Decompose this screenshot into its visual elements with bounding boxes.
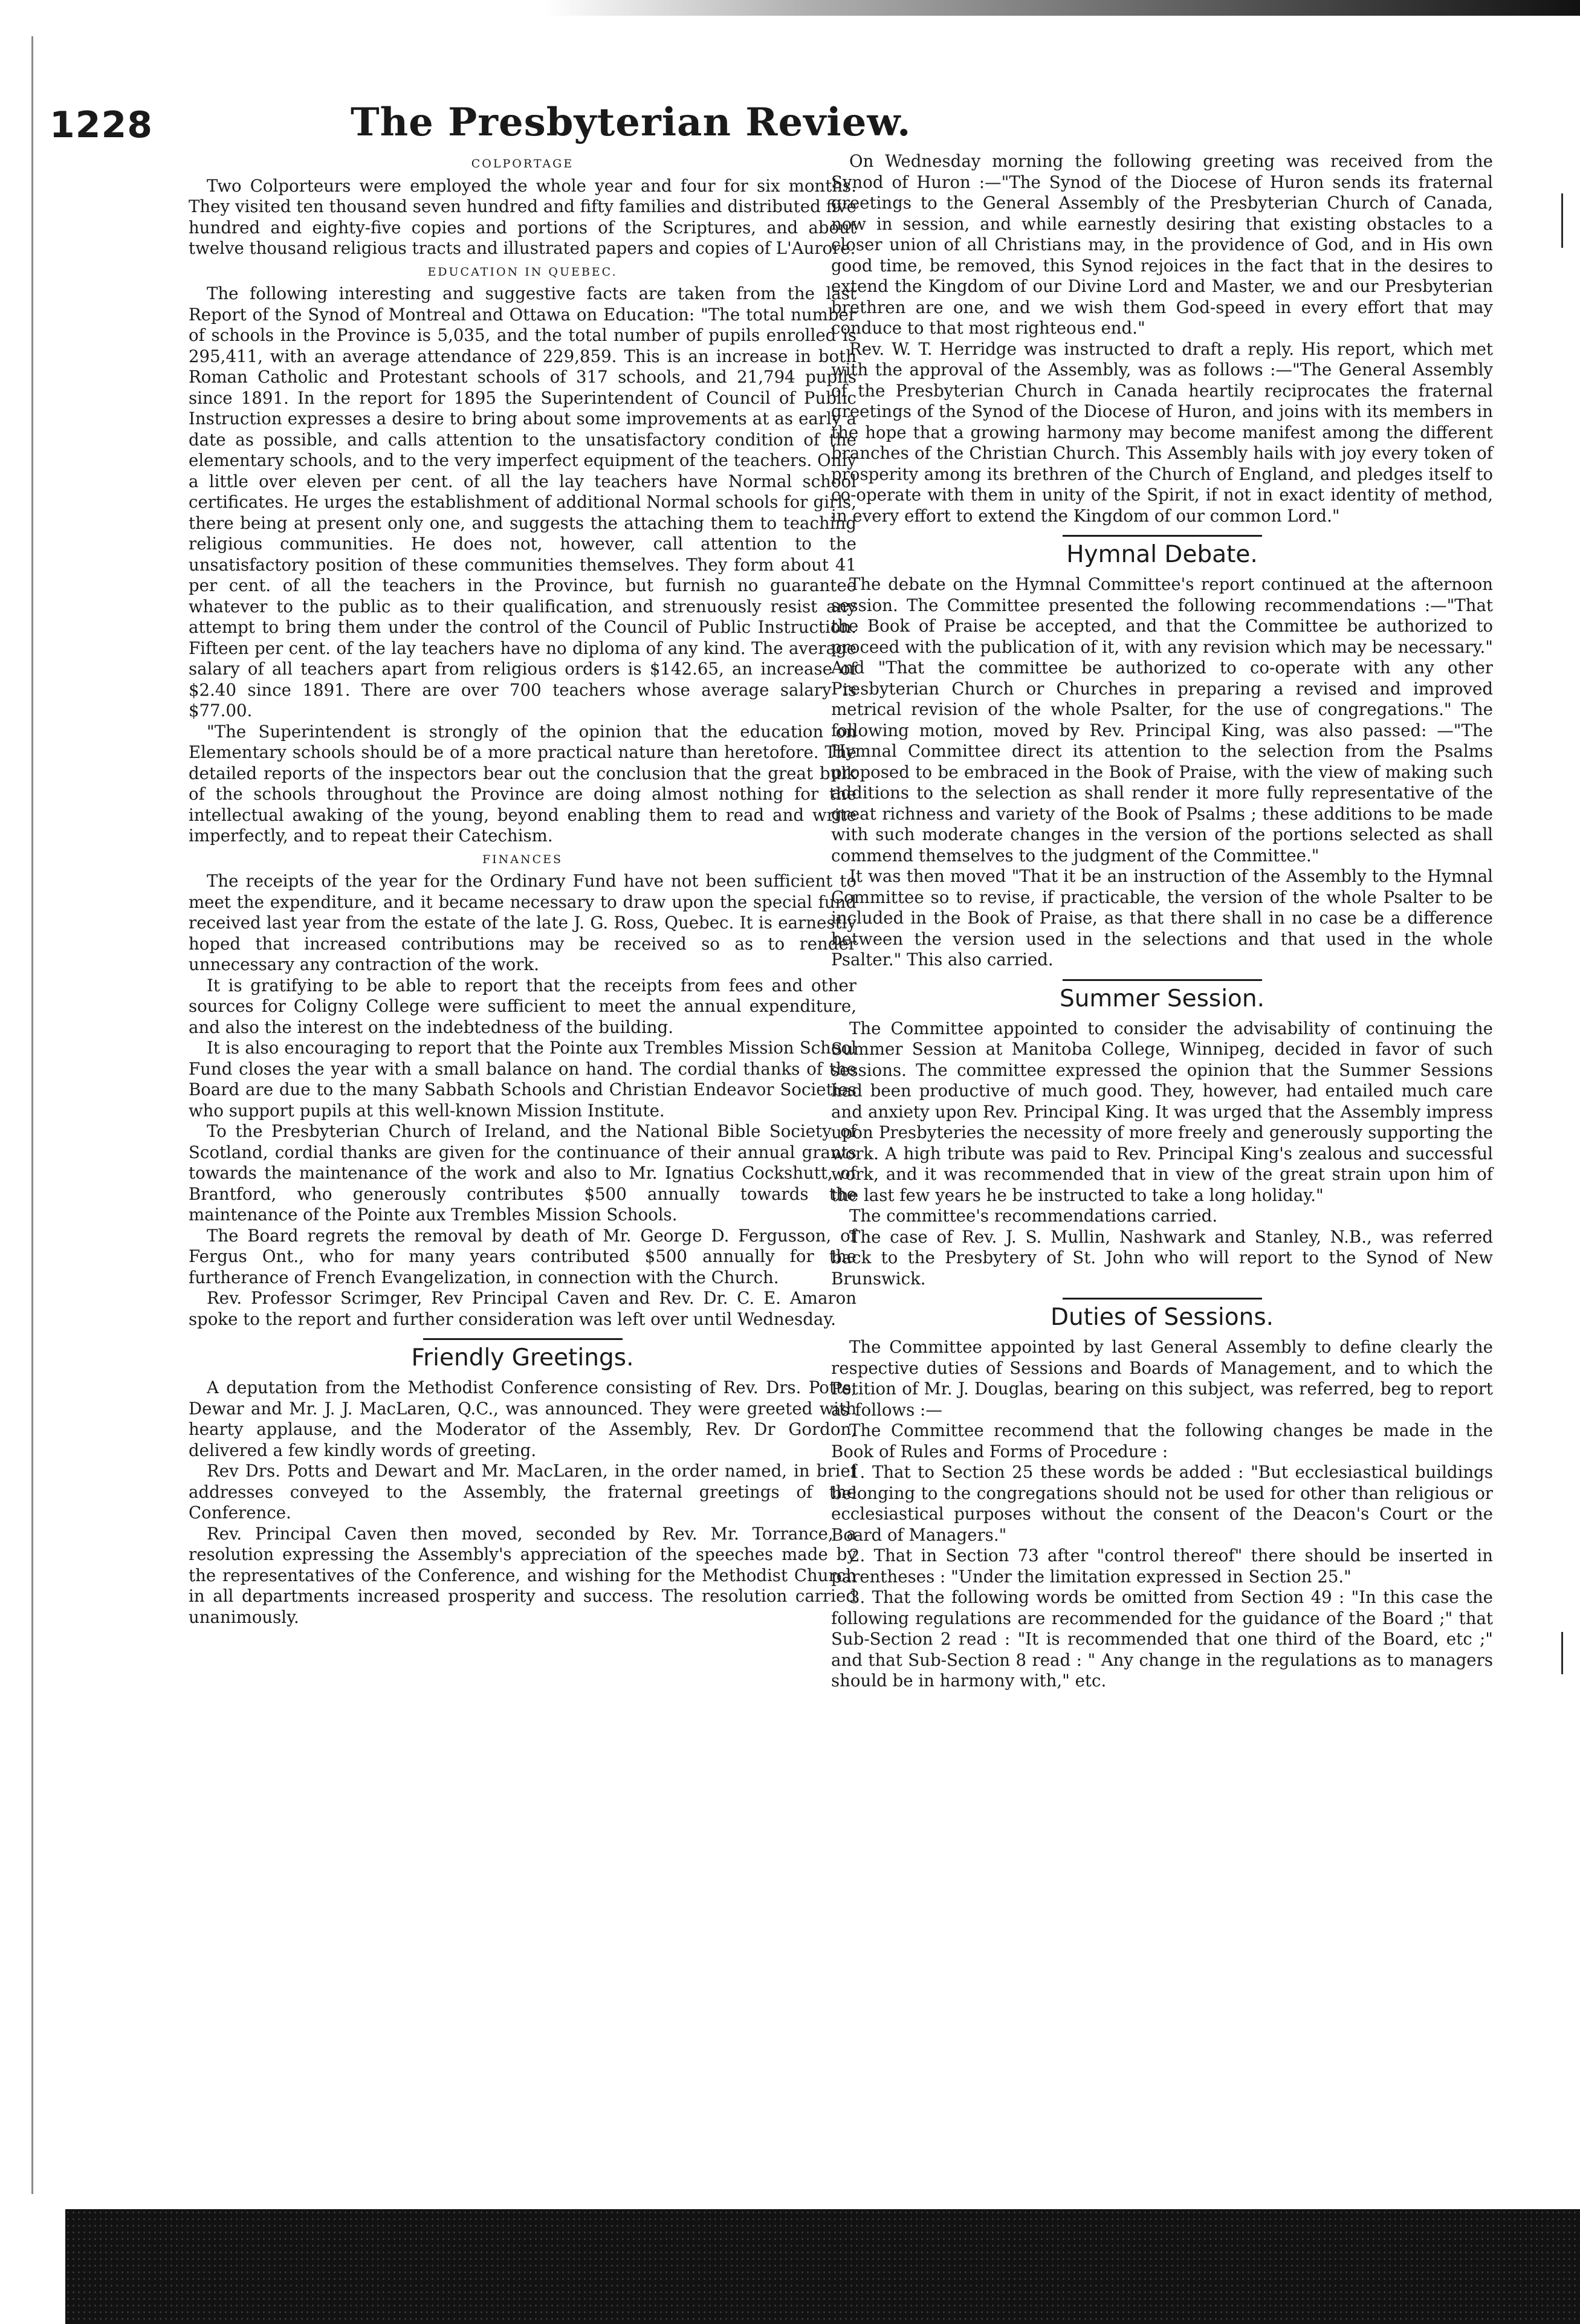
paragraph: Two Colporteurs were employed the whole year and four for six months. They visited ten thousand seven hundred and fifty families and distributed five hundred and eighty-five copies and portions of the Scriptures, and about twelve thousand religious tracts and illustrated papers and copies of L'Aurore.	[189, 175, 856, 258]
paragraph: The Committee recommend that the following changes be made in the Book of Rules and Forms of Procedure :	[831, 1420, 1493, 1461]
paragraph: The following interesting and suggestive facts are taken from the last Report of the Synod of Montreal and Ottawa on Education: "The total number of schools in the Province is 5,035, and the total number of pupils enrolled is 295,411, with an average attendance of 229,859. This is an increase in both Roman Catholic and Protestant schools of 317 schools, and 21,794 pupils since 1891. In the report for 1895 the Superintendent of Council of Public Instruction expresses a desire to bring about some improvements at as early a date as possible, and calls attention to the unsatisfactory condition of the elementary schools, and to the very imperfect equipment of the teachers. Only a little over eleven per cent. of all the lay teachers have Normal school certificates. He urges the establishment of additional Normal schools for girls, there being at present only one, and suggests the attaching them to teaching religious communities. He does not, however, call attention to the unsatisfactory position of these communities themselves. They form about 41 per cent. of all the teachers in the Province, but furnish no guarantee whatever to the public as to their qualification, and strenuously resist any attempt to bring them under the control of the Council of Public Instruction. Fifteen per cent. of the lay teachers have no diploma of any kind. The average salary of all teachers apart from religious orders is $142.65, an increase of $2.40 since 1891. There are over 700 teachers whose average salary is $77.00.	[189, 283, 856, 720]
paragraph: The receipts of the year for the Ordinary Fund have not been sufficient to meet the expenditure, and it became necessary to draw upon the special fund received last year from the estate of the late J. G. Ross, Quebec. It is earnestly hoped that increased contributions may be received so as to render unnecessary any contraction of the work.	[189, 871, 856, 974]
section-heading-text: Duties of Sessions.	[1050, 1304, 1274, 1331]
right-column	[831, 151, 1493, 1692]
heading-rule	[1063, 535, 1262, 537]
paragraph: It was then moved "That it be an instruction of the Assembly to the Hymnal Committee so to revise, if practicable, the version of the whole Psalter to be included in the Book of Praise, as that there shall in no case be a difference between the version used in the selections and that used in the whole Psalter." This also carried.	[831, 866, 1493, 969]
left-column	[189, 151, 856, 1628]
paragraph: The committee's recommendations carried.	[849, 1206, 1218, 1226]
paragraph: Rev. Principal Caven then moved, seconded by Rev. Mr. Torrance, a resolution expressing the Assembly's appreciation of the speeches made by the representatives of the Conference, and wishing for the Methodist Church in all departments increased prosperity and success. The resolution carried unanimously.	[189, 1523, 856, 1627]
section-heading	[831, 979, 1493, 1014]
paragraph: The Board regrets the removal by death of Mr. George D. Fergusson, of Fergus Ont., who for many years contributed $500 annually for the furtherance of French Evangelization, in connection with the Church.	[189, 1225, 856, 1287]
paragraph: It is also encouraging to report that the Pointe aux Trembles Mission School Fund closes the year with a small balance on hand. The cordial thanks of the Board are due to the many Sabbath Schools and Christian Endeavor Societies who support pupils at this well-known Mission Institute.	[189, 1038, 856, 1121]
paragraph: Rev. W. T. Herridge was instructed to draft a reply. His report, which met with the approval of the Assembly, was as follows :—"The General Assembly of the Presbyterian Church in Canada heartily reciprocates the fraternal greetings of the Synod of the Diocese of Huron, and joins with its members in the hope that a growing harmony may become manifest among the different branches of the Christian Church. This Assembly hails with joy every token of prosperity among its brethren of the Church of England, and pledges itself to co-operate with them in unity of the Spirit, if not in exact identity of method, in every effort to extend the Kingdom of our common Lord."	[831, 338, 1493, 526]
paragraph: 1. That to Section 25 these words be added : "But ecclesiastical buildings belonging to the congregations should not be used for other than religious or ecclesiastical purposes without the consent of the Deacon's Court or the Board of Managers."	[831, 1462, 1493, 1545]
subheading: FINANCES	[482, 852, 563, 866]
section-heading-text: Friendly Greetings.	[411, 1344, 634, 1371]
paragraph: The case of Rev. J. S. Mullin, Nashwark and Stanley, N.B., was referred back to the Presbytery of St. John who will report to the Synod of New Brunswick.	[831, 1226, 1493, 1289]
page-right-mark	[1561, 193, 1563, 248]
heading-rule	[1063, 979, 1262, 981]
paragraph: 2. That in Section 73 after "control thereof" there should be inserted in parentheses : "Under the limitation expressed in Section 25."	[831, 1546, 1493, 1587]
section-heading	[189, 1338, 856, 1373]
scan-bottom-shadow	[65, 2209, 1580, 2324]
subheading: EDUCATION IN QUEBEC.	[427, 265, 618, 279]
paragraph: To the Presbyterian Church of Ireland, and the National Bible Society of Scotland, cordial thanks are given for the continuance of their annual grants towards the maintenance of the work and also to Mr. Ignatius Cockshutt, of Brantford, who generously contributes $500 annually towards the maintenance of the Pointe aux Trembles Mission Schools.	[189, 1121, 856, 1225]
subheading: COLPORTAGE	[471, 157, 574, 170]
heading-rule	[1063, 1298, 1262, 1300]
section-heading	[831, 535, 1493, 569]
paragraph: The debate on the Hymnal Committee's report continued at the afternoon session. The Committee presented the following recommendations :—"That the Book of Praise be accepted, and that the Committee be authorized to proceed with the publication of it, with any revision which may be necessary." And "That the committee be authorized to co-operate with any other Presbyterian Church or Churches in preparing a revised and improved metrical revision of the whole Psalter, for the use of congregations." The following motion, moved by Rev. Principal King, was also passed: —"The Hymnal Committee direct its attention to the selection from the Psalms proposed to be embraced in the Book of Praise, with the view of making such additions to the selection as shall render it more fully representative of the great richness and variety of the Book of Psalms ; these additions to be made with such moderate changes in the version of the portions selected as shall commend themselves to the judgment of the Committee."	[831, 574, 1493, 866]
paragraph: The Committee appointed to consider the advisability of continuing the Summer Session at Manitoba College, Winnipeg, decided in favor of such sessions. The committee expressed the opinion that the Summer Sessions had been productive of much good. They, however, had entailed much care and anxiety upon Rev. Principal King. It was urged that the Assembly impress upon Presbyteries the necessity of more freely and generously supporting the work. A high tribute was paid to Rev. Principal King's zealous and successful work, and it was recommended that in view of the great strain upon him of the last few years he be instructed to take a long holiday."	[831, 1018, 1493, 1205]
section-heading	[831, 1298, 1493, 1332]
heading-rule	[423, 1338, 623, 1340]
scan-top-shadow	[544, 0, 1580, 16]
paragraph: A deputation from the Methodist Conference consisting of Rev. Drs. Potts, Dewar and Mr. J. J. MacLaren, Q.C., was announced. They were greeted with hearty applause, and the Moderator of the Assembly, Rev. Dr Gordon, delivered a few kindly words of greeting.	[189, 1377, 856, 1460]
section-heading-text: Hymnal Debate.	[1066, 541, 1258, 568]
paragraph: Rev. Professor Scrimger, Rev Principal Caven and Rev. Dr. C. E. Amaron spoke to the report and further consideration was left over until Wednesday.	[189, 1288, 856, 1329]
journal-title: The Presbyterian Review.	[351, 100, 911, 145]
page-number: 1228	[50, 104, 153, 146]
paragraph: 3. That the following words be omitted from Section 49 : "In this case the following regulations are recommended for the guidance of the Board ;" that Sub-Section 2 read : "It is recommended that one third of the Board, etc ;" and that Sub-Section 8 read : " Any change in the regulations as to managers should be in harmony with," etc.	[831, 1587, 1493, 1691]
paragraph: Rev Drs. Potts and Dewart and Mr. MacLaren, in the order named, in brief addresses conveyed to the Assembly, the fraternal greetings of the Conference.	[189, 1461, 856, 1523]
paragraph: The Committee appointed by last General Assembly to define clearly the respective duties of Sessions and Boards of Management, and to which the Petition of Mr. J. Douglas, bearing on this subject, was referred, beg to report as follows :—	[831, 1337, 1493, 1420]
page-left-edge	[31, 36, 33, 2194]
page-right-mark	[1561, 1632, 1563, 1674]
paragraph: On Wednesday morning the following greeting was received from the Synod of Huron :—"The Synod of the Diocese of Huron sends its fraternal greetings to the General Assembly of the Presbyterian Church of Canada, now in session, and while earnestly desiring that existing obstacles to a closer union of all Christians may, in the providence of God, and in His own good time, be removed, this Synod rejoices in the fact that in the desires to extend the Kingdom of our Divine Lord and Master, we and our Presbyterian brethren are one, and we wish them God-speed in every effort that may conduce to that most righteous end."	[831, 151, 1493, 338]
section-heading-text: Summer Session.	[1059, 985, 1265, 1012]
paragraph: It is gratifying to be able to report that the receipts from fees and other sources for Coligny College were sufficient to meet the annual expenditure, and also the interest on the indebtedness of the building.	[189, 975, 856, 1037]
paragraph: "The Superintendent is strongly of the opinion that the education on Elementary schools should be of a more practical nature than heretofore. The detailed reports of the inspectors bear out the conclusion that the great bulk of the schools throughout the Province are doing almost nothing for the intellectual awaking of the young, beyond enabling them to read and write imperfectly, and to repeat their Catechism.	[189, 721, 856, 846]
